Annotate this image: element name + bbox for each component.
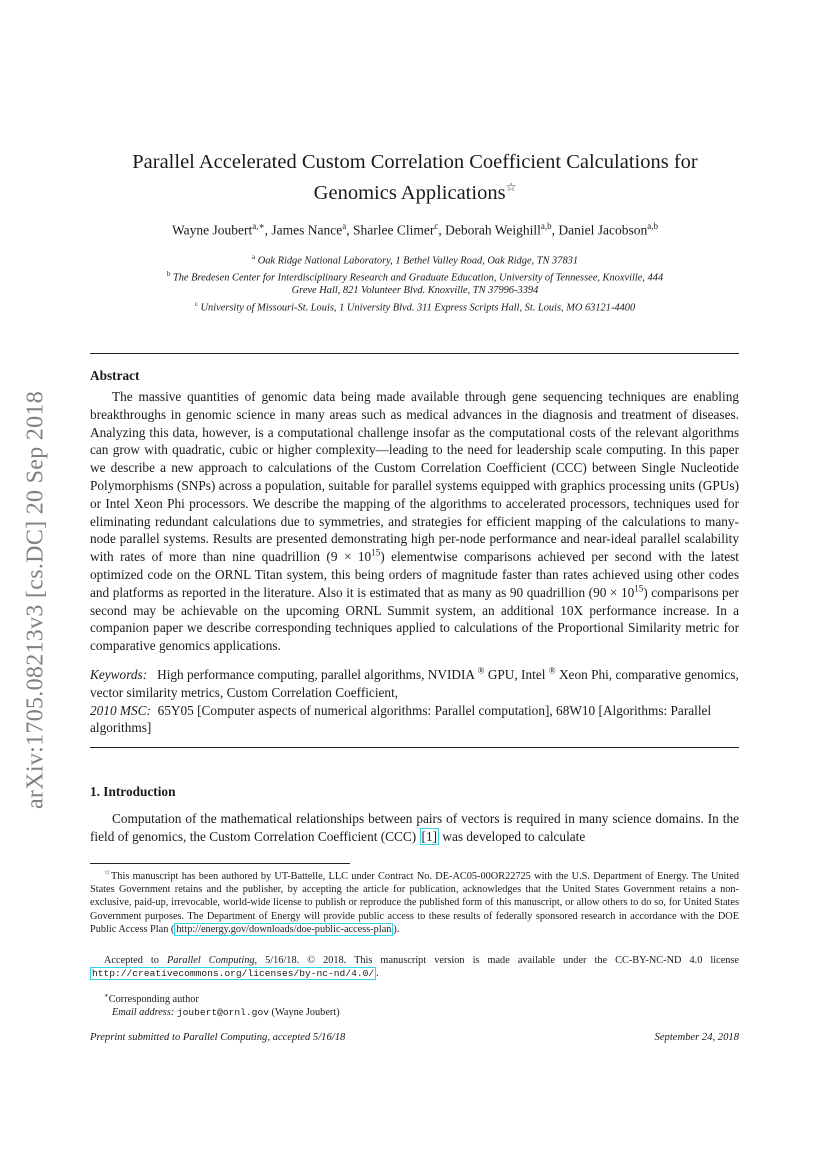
affiliation-text: University of Missouri-St. Louis, 1 University Blvd. 311 Express Scripts Hall, St. Louis, MO 63121-4400 [200,302,636,314]
exponent: 15 [371,547,381,558]
abstract-text-part: ) elementwise comparisons achieved per second with the latest optimized code on the ORNL Titan system, this being orders of magnitude faster than rates achieved using other codes and platforms as reported in the literature. Also it is estimated that as many as 90 quadrillion (90 × 10 [90,549,739,600]
author-name: Deborah Weighill [445,222,541,238]
email-owner: (Wayne Joubert) [271,1007,340,1018]
footnote-text: Accepted to [104,955,167,966]
footnote-mark: ☆ [104,868,112,877]
abstract-bottom-rule [90,747,739,748]
footnote-email [112,1006,712,1019]
arxiv-identifier: arXiv:1705.08213v3 [cs.DC] 20 Sep 2018 [22,390,49,810]
intro-text-part: Computation of the mathematical relationships between pairs of vectors is required in many science domains. In the field of genomics, the Custom Correlation Coefficient (CCC) [90,811,739,844]
footnote-text: This manuscript has been authored by UT-Battelle, LLC under Contract No. DE-AC05-00OR22725 with the U.S. Department of Energy. The United States Government retains and the publisher, by accepting the article for publication, acknowledges that the United States Government retains a non-exclusive, paid-up, irrevocable, world-wide license to publish or reproduce the published form of this manuscript, or allow others to do so, for United States Government purposes. The Department of Energy will provide public access to these results of federally sponsored research in accordance with the DOE Public Access Plan ( [90,871,739,935]
affiliation-mark: a [251,253,256,261]
affiliation-text: Oak Ridge National Laboratory, 1 Bethel Valley Road, Oak Ridge, TN 37831 [257,255,579,267]
affiliations [90,251,740,314]
msc-text: 65Y05 [Computer aspects of numerical algorithms: Parallel computation], 68W10 [Algorithms: Parallel algorithms] [90,702,712,736]
registered-mark: ® [548,665,556,676]
exponent: 15 [634,583,644,594]
citation-link[interactable]: [1] [421,828,438,844]
title-line-1: Parallel Accelerated Custom Correlation Coefficient Calculations for [132,151,698,173]
author-affil-mark: a,∗ [252,221,265,231]
journal-name: Parallel Computing [166,955,255,966]
author-name: Wayne Joubert [172,222,253,238]
affiliation-mark: c [194,299,198,308]
paper-title [90,150,740,206]
affiliation-a [90,251,740,268]
license-link[interactable]: http://creativecommons.org/licenses/by-nc-nd/4.0/ [92,968,375,980]
keywords-text: High performance computing, parallel algorithms, NVIDIA [157,667,475,682]
author-list: Wayne Joubert$^{a,∗}$, James Nance$^a$, Sharlee Climer$^c$, Deborah Weighill$^{a,b}$, Daniel Jacobson$^{a,b}$ [172,221,658,238]
author-name: James Nance [271,222,343,238]
email-address[interactable]: joubert@ornl.gov [176,1007,269,1018]
keywords-label: Keywords: [90,667,148,682]
msc-label: 2010 MSC: [90,702,151,718]
title-footnote-mark[interactable]: ☆ [505,180,517,194]
footnote-text: ). [393,923,400,935]
doe-access-plan-link[interactable]: http://energy.gov/downloads/doe-public-access-plan [176,923,392,935]
section-heading-introduction: 1. Introduction [90,784,176,799]
author-affil-mark: a,b [647,221,658,231]
footer-date: September 24, 2018 [654,1032,739,1043]
author-affil-mark: a [342,221,347,231]
affiliation-mark: b [166,269,171,278]
author-name: Daniel Jacobson [558,222,648,238]
affiliation-b [90,268,740,285]
footnote-text: . [376,968,379,980]
affiliation-b-cont: Greve Hall, 821 Volunteer Blvd. Knoxville, TN 37996-3394 [291,285,539,297]
footnote-accepted [90,954,739,980]
abstract-top-rule [90,353,739,354]
footnote-rule [90,863,350,864]
registered-mark: ® [477,665,485,676]
footnote-corresponding [90,993,739,1006]
author-affil-mark: c [434,221,439,231]
footnote-text: Corresponding author [108,994,199,1005]
preprint-note: Preprint submitted to Parallel Computing, accepted 5/16/18 [90,1032,346,1043]
author-name: Sharlee Climer [353,222,435,238]
abstract-text [90,388,739,655]
author-affil-mark: a,b [540,221,552,231]
footnote-text: , 5/16/18. © 2018. This manuscript version is made available under the CC-BY-NC-ND 4.0 license [254,955,740,966]
footnote-mark: ∗ [104,991,109,1000]
email-label: Email address: [112,1007,175,1018]
footnote-funding [90,870,739,936]
introduction-text [90,810,739,846]
intro-text-part: was developed to calculate [442,828,586,844]
keywords-block [90,666,739,737]
affiliation-c [90,298,740,315]
title-line-2-text: Genomics Applications [313,181,506,204]
abstract-heading: Abstract [90,368,140,383]
abstract-text-part: The massive quantities of genomic data being made available through gene sequencing techniques are enabling breakthroughs in genomic science in many areas such as medical advances in the diagnosis and treatment of diseases. Analyzing this data, however, is a computational challenge insofar as the computational costs of the relevant algorithms can grow with quadratic, cubic or higher complexity—leading to the need for leadership scale computing. In this paper we describe a new approach to calculations of the Custom Correlation Coefficient (CCC) between Single Nucleotide Polymorphisms (SNPs) across a population, suitable for parallel systems equipped with graphics processing units (GPUs) or Intel Xeon Phi processors. We describe the mapping of the algorithms to accelerated processors, techniques used for eliminating redundant calculations due to symmetries, and strategies for efficient mapping of the calculations to many-node parallel systems. Results are presented demonstrating high per-node performance and near-ideal parallel scalability with rates of more than nine quadrillion (9 × 10 [90,389,739,565]
title-line-2 [90,175,740,206]
abstract-text-part: ) comparisons per second may be achievable on the upcoming ORNL Summit system, an additional 10X performance increase. In a companion paper we describe corresponding techniques applied to calculations of the Proportional Similarity metric for comparative genomics applications. [90,584,739,654]
keywords-text: Xeon Phi, comparative genomics, vector similarity metrics, Custom Correlation Coefficient, [90,667,739,700]
keywords-text: GPU, Intel [487,667,546,682]
affiliation-text: The Bredesen Center for Interdisciplinary Research and Graduate Education, University of Tennessee, Knoxville, 444 [172,272,664,284]
